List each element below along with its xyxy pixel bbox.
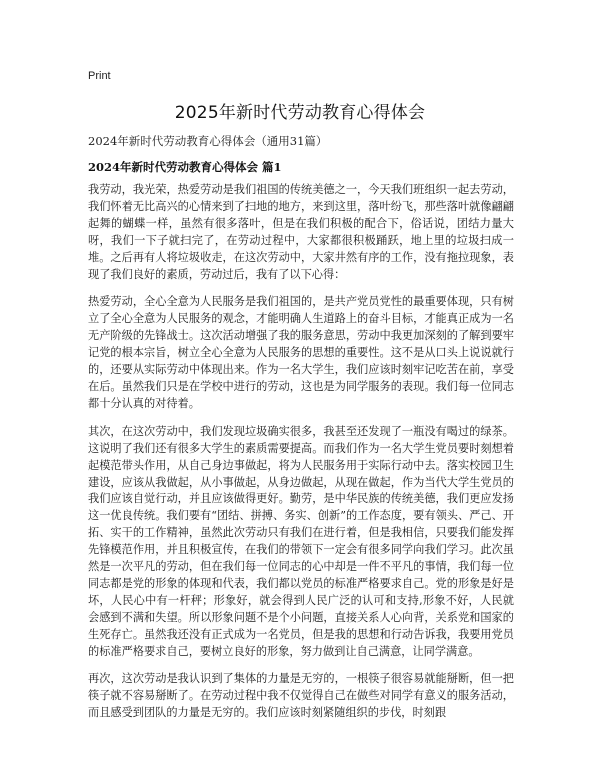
paragraph-2: 热爱劳动，全心全意为人民服务是我们祖国的，是共产党员党性的最重要体现，只有树立了全心全意为人民服务的观念，才能明确人生道路上的奋斗目标，才能真正成为一名无产阶级的先锋战士。这次活动增强了我的服务意思，劳动中我更加深刻的了解到要牢记党的根本宗旨，树立全心全意为人民服务的思想的重要性。这不是从口头上说说就行的，还要从实际劳动中体现出来。作为一名大学生，我们应该时刻牢记吃苦在前，享受在后。虽然我们只是在学校中进行的劳动，这也是为同学服务的表现。我们每一位同志都十分认真的对待着。 [88,295,514,410]
document-subtitle: 2024年新时代劳动教育心得体会（通用31篇） [88,134,328,148]
paragraph-4: 再次，这次劳动是我认识到了集体的力量是无穷的，一根筷子很容易就能掰断，但一把筷子就不容易掰断了。在劳动过程中我不仅觉得自己在做些对同学有意义的服务活动，而且感受到团队的力量是无穷的。我们应该时刻紧随组织的步伐，时刻跟 [88,672,514,720]
paragraph-3: 其次，在这次劳动中，我们发现垃圾确实很多，我甚至还发现了一瓶没有喝过的绿茶。这说明了我们还有很多大学生的素质需要提高。而我们作为一名大学生党员要时刻想着起模范带头作用，从自己身边事做起，将为人民服务用于实际行动中去。落实校园卫生建设，应该从我做起，从小事做起，从身边做起，从现在做起，作为当代大学生党员的我们应该自觉行动，并且应该做得更好。勤劳，是中华民族的传统美德，我们更应发扬这一优良传统。我们要有“团结、拼搏、务实、创新”的工作态度，要有领头、严己、开拓、实干的工作精神，虽然此次劳动只有我们在进行着，但是我相信，只要我们能发挥先锋模范作用，并且积极宣传，在我们的带领下一定会有很多同学向我们学习。此次虽然是一次平凡的劳动，但在我们每一位同志的心中却是一件不平凡的事情，我们每一位同志都是党的形象的体现和代表，我们都以党员的标准严格要求自己。党的形象是好是坏，人民心中有一杆秤；形象好，就会得到人民广泛的认可和支持,形象不好，人民就会感到不满和失望。所以形象问题不是个小问题，直接关系人心向背，关系党和国家的生死存亡。虽然我还没有正式成为一名党员，但是我的思想和行动告诉我，我要用党员的标准严格要求自己，要树立良好的形象，努力做到让自己满意，让同学满意。 [88,424,514,658]
print-link[interactable]: Print [88,70,111,82]
document-body [88,182,514,733]
section-heading: 2024年新时代劳动教育心得体会 篇1 [88,160,282,174]
paragraph-1: 我劳动，我光荣，热爱劳动是我们祖国的传统美德之一，今天我们班组织一起去劳动，我们怀着无比高兴的心情来到了扫地的地方，来到这里，落叶纷飞，那些落叶就像翩翩起舞的蝴蝶一样，虽然有很多落叶，但是在我们积极的配合下，俗话说，团结力量大呀，我们一下子就扫完了，在劳动过程中，大家都很积极踊跃，地上里的垃圾扫成一堆。之后再有人将垃圾收走，在这次劳动中，大家井然有序的工作，没有拖拉现象，表现了我们良好的素质，劳动过后，我有了以下心得： [88,183,514,281]
document-title: 2025年新时代劳动教育心得体会 [174,103,426,123]
